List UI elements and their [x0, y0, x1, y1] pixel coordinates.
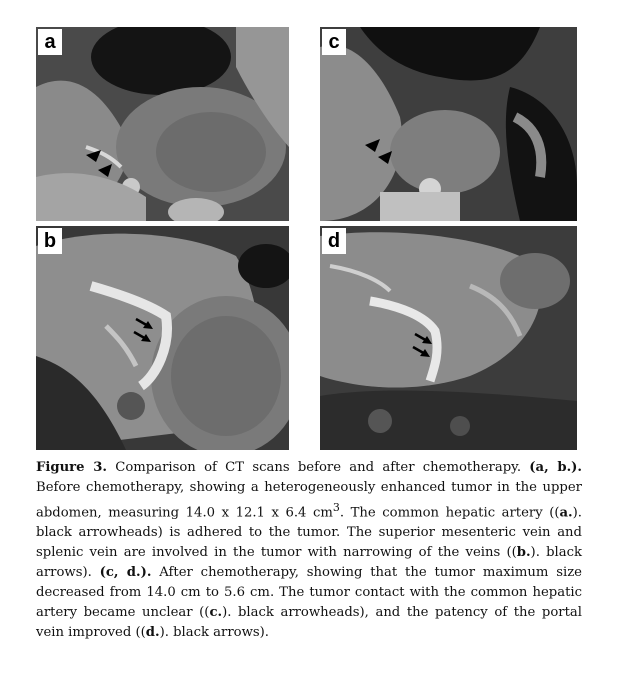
caption-d-text: ). black arrows). — [159, 625, 269, 641]
ct-scan-c-graphic — [320, 27, 577, 221]
ct-image-c — [320, 27, 577, 221]
figure-caption — [36, 458, 582, 643]
figure-label: Figure 3. — [36, 460, 107, 475]
ct-image-b — [36, 226, 289, 450]
panel-label-b: b — [38, 228, 62, 254]
ct-scan-b-graphic — [36, 226, 289, 450]
caption-c-ref: c. — [209, 605, 223, 621]
caption-c-text: ). black arrowheads), and the patency of the portal vein improved (( — [36, 605, 582, 641]
ct-image-d — [320, 226, 577, 450]
caption-cd-label: (c, d.). — [99, 565, 152, 581]
panel-label-c: c — [322, 29, 346, 55]
caption-cube-superscript: 3 — [332, 501, 340, 514]
ct-scan-d-graphic — [320, 226, 577, 450]
caption-ab-text-2: . The common hepatic artery (( — [339, 505, 560, 521]
caption-d-ref: d. — [145, 625, 160, 641]
ct-scan-a-graphic — [36, 27, 289, 221]
caption-intro: Comparison of CT scans before and after chemotherapy. — [106, 460, 530, 475]
caption-b-text: ). black arrows). — [36, 545, 582, 581]
panel-label-d: d — [322, 228, 346, 254]
caption-a-text: ). black arrowheads) is adhered to the tumor. The superior mesenteric vein and splenic vein are involved in the tumor with narrowing of the veins (( — [36, 505, 582, 561]
caption-cd-text: After chemotherapy, showing that the tumor maximum size decreased from 14.0 cm to 5.6 cm. The tumor contact with the common hepatic artery became unclear (( — [36, 565, 582, 621]
caption-a-ref: a. — [559, 505, 573, 521]
caption-ab-text: Before chemotherapy, showing a heterogeneously enhanced tumor in the upper abdomen, measuring 14.0 x 12.1 x 6.4 cm — [36, 480, 582, 521]
ct-image-a — [36, 27, 289, 221]
panel-label-a: a — [38, 29, 62, 55]
caption-ab-label: (a, b.). — [529, 460, 582, 475]
caption-b-ref: b. — [516, 545, 531, 561]
